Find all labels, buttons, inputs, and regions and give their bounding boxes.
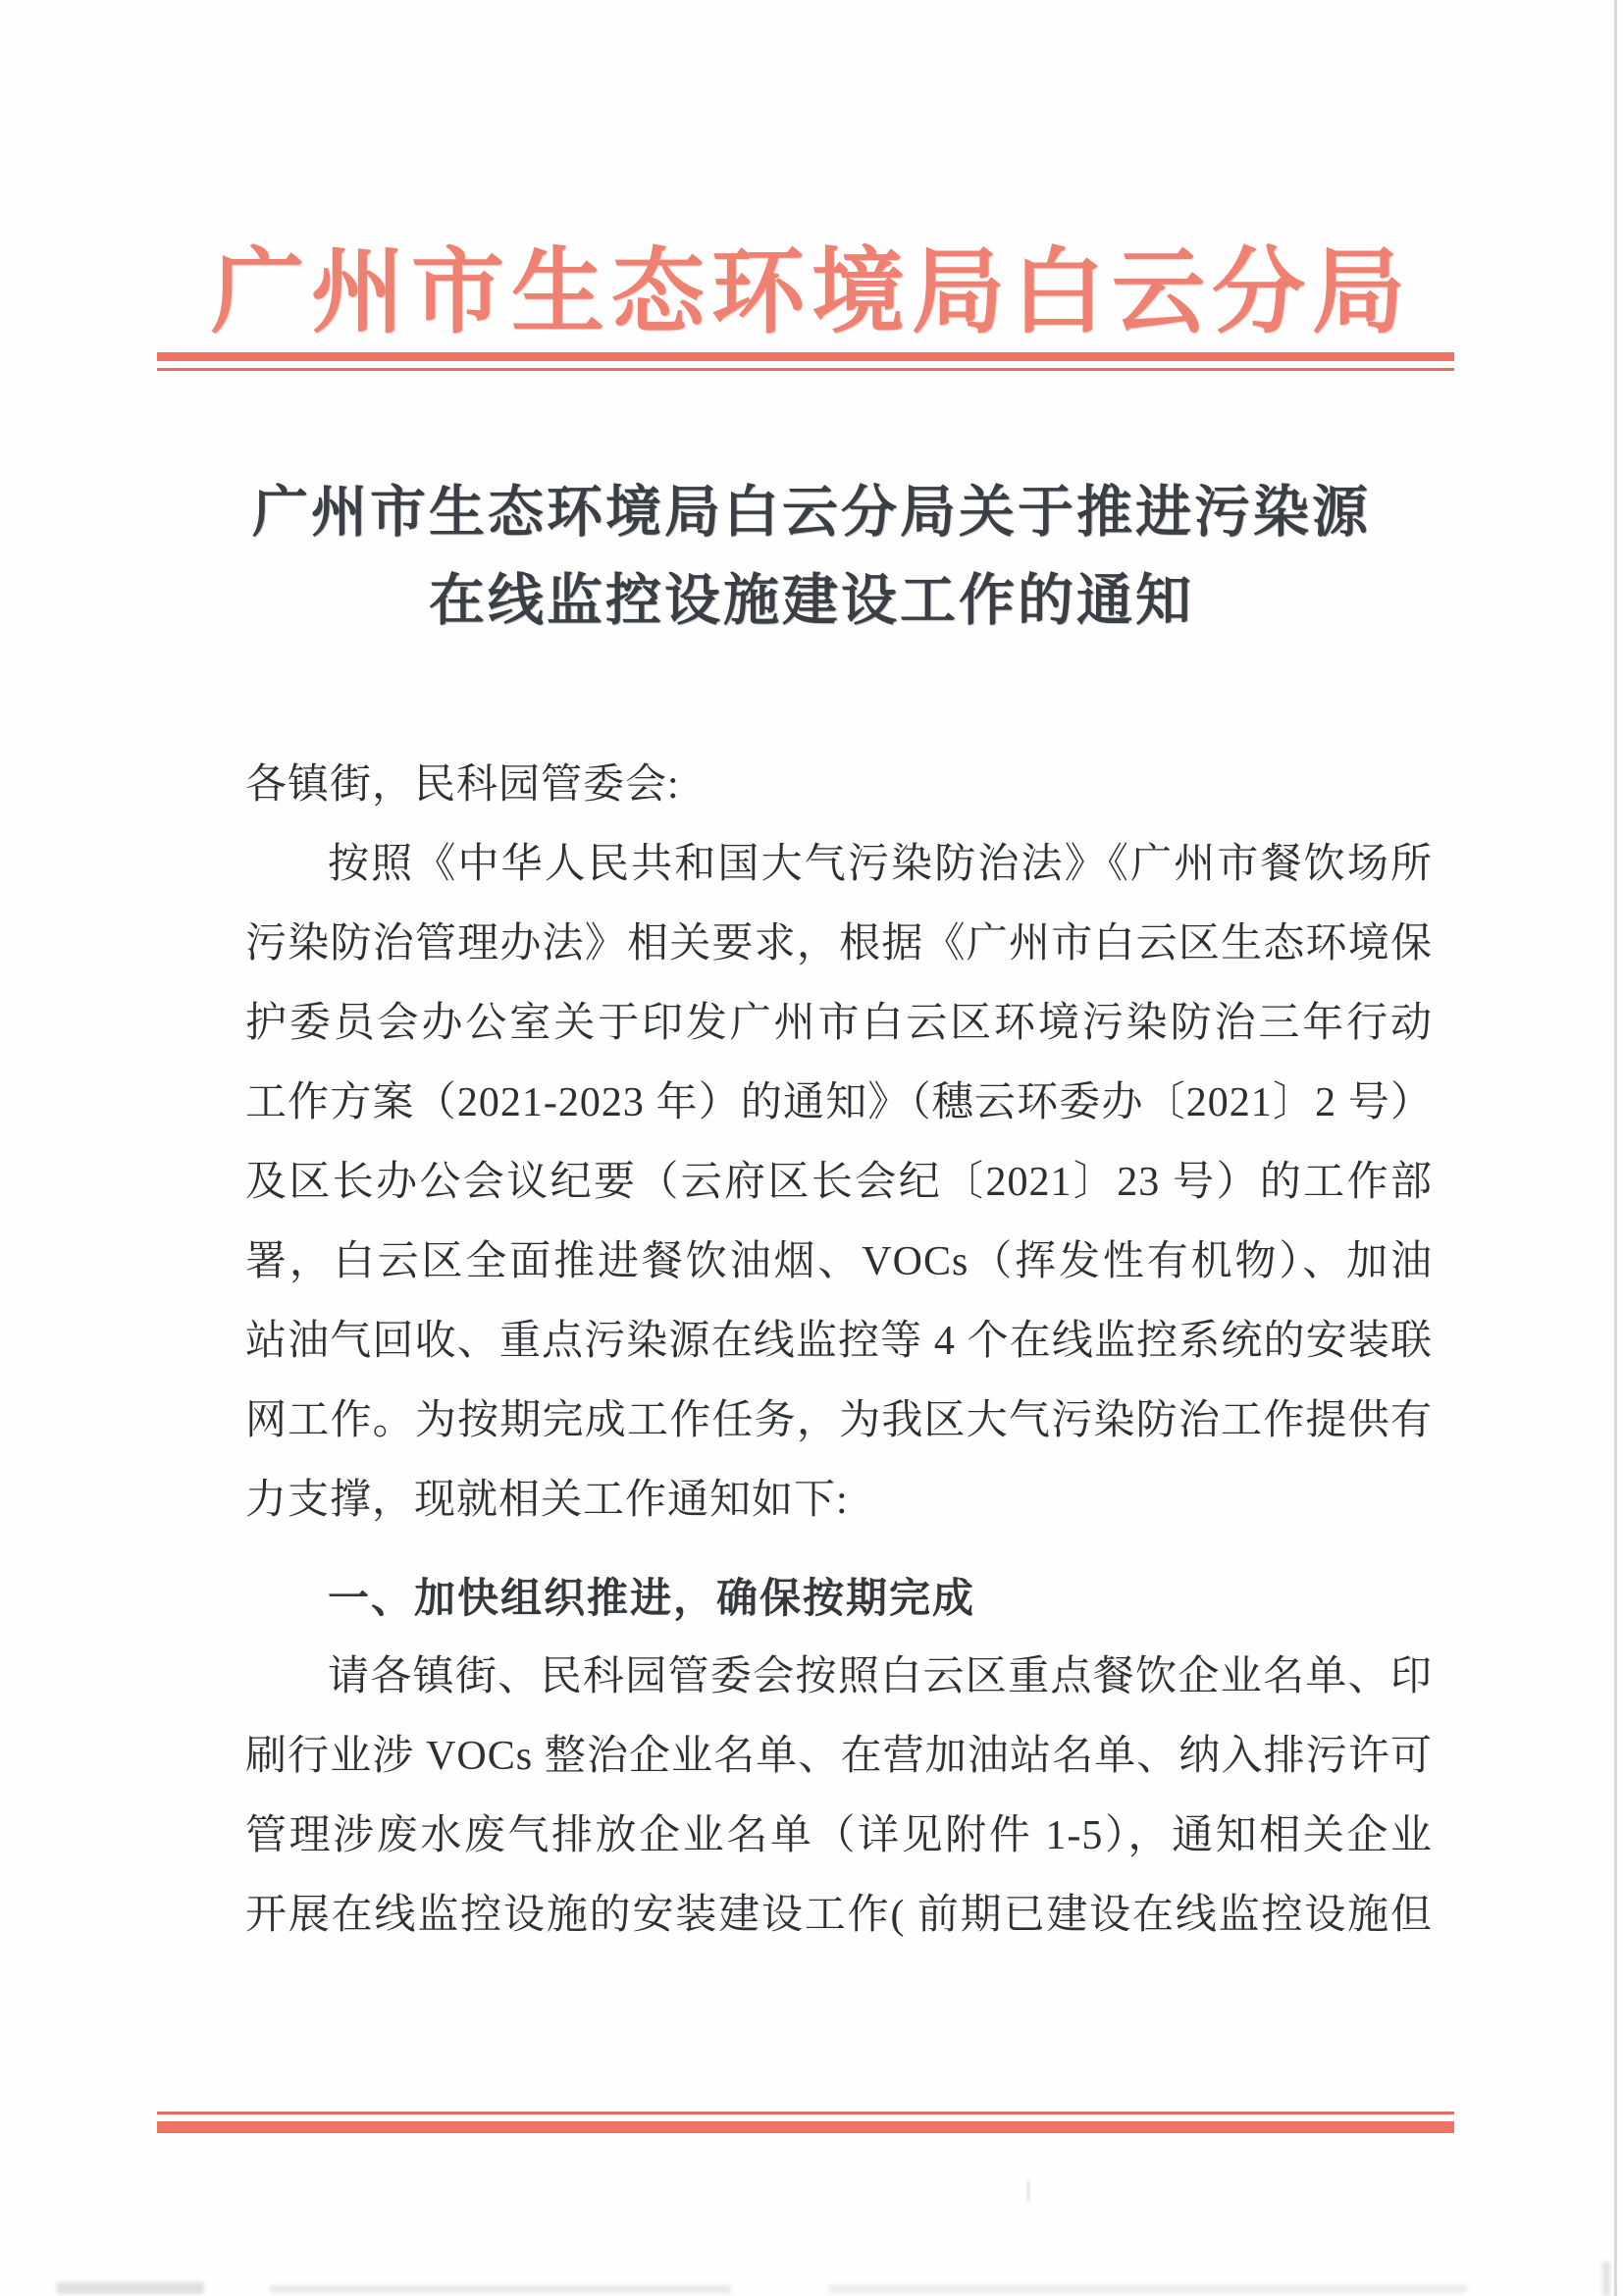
scan-artifact: [57, 2282, 204, 2294]
body-line: 请各镇街、民科园管委会按照白云区重点餐饮企业名单、印: [328, 1654, 1433, 1699]
scan-artifact: [829, 2285, 1467, 2293]
document-title: [0, 469, 1623, 646]
body-line: 按照《中华人民共和国大气污染防治法》《广州市餐饮场所: [328, 842, 1433, 887]
scan-artifact: [1027, 2180, 1029, 2202]
bottom-separator-thick-line: [157, 2121, 1454, 2133]
body-line: 管理涉废水废气排放企业名单（详见附件 1-5），通知相关企业: [245, 1813, 1433, 1858]
section-heading-1: 一、加快组织推进，确保按期完成: [328, 1575, 976, 1621]
top-separator-thick-line: [157, 352, 1454, 361]
body-line: 站油气回收、重点污染源在线监控等 4 个在线监控系统的安装联: [245, 1319, 1433, 1364]
document-title-line-2: 在线监控设施建设工作的通知: [429, 570, 1194, 632]
document-body: [245, 746, 1433, 1956]
scan-page-edge-shadow: [1614, 0, 1617, 2296]
body-line: 刷行业涉 VOCs 整治企业名单、在营加油站名单、纳入排污许可: [245, 1734, 1433, 1779]
body-line: 网工作。为按期完成工作任务，为我区大气污染防治工作提供有: [245, 1398, 1433, 1443]
body-line: 污染防治管理办法》相关要求，根据《广州市白云区生态环境保: [245, 921, 1433, 966]
body-line: 护委员会办公室关于印发广州市白云区环境污染防治三年行动: [245, 1001, 1433, 1046]
top-separator-thin-line: [157, 368, 1454, 371]
body-line: 署，白云区全面推进餐饮油烟、VOCs（挥发性有机物）、加油: [245, 1239, 1433, 1284]
document-title-line-1: 广州市生态环境局白云分局关于推进污染源: [252, 482, 1371, 544]
body-line: 开展在线监控设施的安装建设工作( 前期已建设在线监控设施但: [245, 1893, 1433, 1938]
scan-artifact: [270, 2285, 731, 2293]
bottom-separator-thin-line: [157, 2112, 1454, 2114]
scan-artifact: [1602, 2262, 1610, 2296]
agency-letterhead: 广州市生态环境局白云分局: [210, 240, 1412, 344]
body-line: 工作方案（2021-2023 年）的通知》（穗云环委办〔2021〕2 号）: [245, 1080, 1433, 1125]
body-line: 及区长办公会议纪要（云府区长会纪〔2021〕23 号）的工作部: [245, 1160, 1433, 1205]
salutation-line: 各镇街，民科园管委会:: [245, 762, 680, 808]
body-line: 力支撑，现就相关工作通知如下:: [245, 1478, 849, 1523]
